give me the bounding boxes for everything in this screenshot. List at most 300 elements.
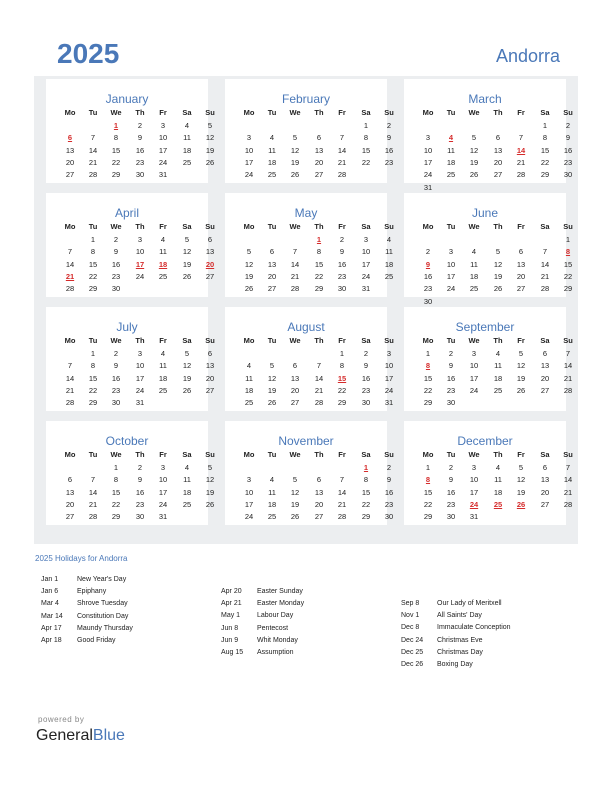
calendar-date: 16	[337, 259, 347, 269]
calendar-date: 10	[244, 487, 254, 497]
calendar-date: 21	[563, 373, 573, 383]
calendar-date: 20	[540, 487, 550, 497]
weekday-header: Th	[314, 222, 324, 231]
calendar-date: 3	[137, 349, 143, 358]
calendar-date: 29	[423, 398, 433, 408]
holiday-name: Christmas Day	[437, 648, 483, 656]
weekday-header: Th	[135, 336, 145, 345]
calendar-date: 2	[363, 349, 369, 358]
holiday-date-label: Apr 18	[41, 637, 62, 644]
month-name: December	[457, 434, 513, 448]
weekday-header: Fr	[338, 336, 346, 345]
holiday-name: Assumption	[257, 649, 294, 656]
weekday-header: Fr	[517, 108, 525, 117]
holiday-date-label: Mar 4	[41, 600, 59, 608]
calendar-date: 5	[207, 463, 213, 472]
calendar-date: 9	[363, 361, 369, 371]
holiday-name: Easter Monday	[257, 600, 305, 608]
calendar-date: 10	[384, 361, 394, 371]
holiday-date-label: Nov 1	[401, 612, 420, 620]
calendar-date: 8	[90, 247, 96, 257]
calendar-date: 13	[205, 247, 215, 257]
weekday-header: Tu	[267, 108, 277, 117]
holiday-date-label: Sep 8	[401, 600, 420, 607]
weekday-header: Su	[384, 222, 394, 231]
calendar-date: 16	[111, 259, 121, 269]
calendar-date: 8	[113, 133, 119, 143]
calendar-date: 28	[290, 284, 300, 294]
calendar-date: 30	[563, 170, 573, 180]
calendar-date: 12	[244, 259, 254, 269]
calendar-date: 28	[314, 398, 324, 408]
weekday-header: We	[468, 336, 480, 345]
calendar-date: 28	[563, 385, 573, 395]
calendar-date: 19	[182, 373, 192, 383]
calendar-date: 23	[446, 499, 456, 509]
holiday-date: 17	[135, 259, 145, 269]
calendar-date: 14	[88, 487, 98, 497]
month-february	[225, 79, 394, 183]
calendar-date: 23	[135, 157, 145, 167]
calendar-date: 20	[314, 499, 324, 509]
calendar-date: 17	[135, 373, 145, 383]
weekday-header: Sa	[182, 450, 192, 459]
calendar-date: 13	[314, 145, 324, 155]
weekday-header: Th	[314, 450, 324, 459]
weekday-header: Sa	[361, 336, 371, 345]
calendar-date: 15	[540, 145, 550, 155]
month-october	[46, 421, 215, 525]
calendar-date: 11	[268, 487, 276, 497]
calendar-date: 22	[361, 499, 371, 509]
holiday-entry	[221, 624, 288, 633]
weekday-header: Tu	[88, 222, 98, 231]
calendar-date: 27	[493, 170, 503, 180]
calendar-date: 22	[337, 385, 347, 395]
month-december	[404, 421, 573, 525]
calendar-date: 5	[207, 121, 213, 130]
weekday-header: Sa	[182, 222, 192, 231]
holiday-date-label: Apr 17	[41, 624, 62, 632]
calendar-date: 11	[385, 247, 393, 257]
calendar-date: 7	[565, 463, 571, 472]
calendar-date: 23	[446, 385, 456, 395]
calendar-date: 22	[423, 499, 433, 509]
calendar-date: 11	[268, 145, 276, 155]
month-name: February	[281, 92, 331, 106]
calendar-date: 19	[290, 499, 300, 509]
holiday-entry	[41, 636, 116, 645]
weekday-header: We	[110, 450, 122, 459]
holidays-title: 2025 Holidays for Andorra	[35, 554, 128, 563]
calendar-date: 1	[425, 463, 431, 472]
weekday-header: Fr	[517, 336, 525, 345]
holiday-date: 1	[113, 121, 119, 130]
calendar-date: 28	[563, 499, 573, 509]
calendar-date: 1	[90, 235, 96, 244]
calendar-date: 17	[244, 499, 254, 509]
calendar-date: 5	[518, 463, 524, 472]
weekday-header: Sa	[182, 336, 192, 345]
calendar-date: 5	[292, 475, 298, 485]
weekday-header: Sa	[540, 222, 550, 231]
weekday-header: Fr	[338, 108, 346, 117]
calendar-date: 20	[516, 271, 526, 281]
holiday-date-label: Jun 8	[221, 624, 239, 632]
weekday-header: Tu	[446, 450, 456, 459]
calendar-date: 14	[65, 259, 75, 269]
calendar-date: 23	[563, 157, 573, 167]
weekday-header: Fr	[338, 222, 346, 231]
holiday-name: Labour Day	[257, 612, 294, 620]
calendar-date: 30	[135, 170, 145, 180]
calendar-date: 4	[495, 463, 501, 472]
calendar-date: 10	[158, 475, 168, 485]
holiday-date-label: Dec 8	[401, 624, 420, 632]
brand-part-blue: Blue	[92, 727, 125, 744]
calendar-date: 29	[111, 170, 121, 180]
calendar-date: 27	[205, 385, 215, 395]
calendar-date: 12	[516, 361, 526, 371]
month-name: October	[105, 434, 149, 448]
calendar-date: 24	[135, 385, 145, 395]
calendar-date: 18	[182, 487, 192, 497]
calendar-date: 19	[516, 487, 526, 497]
calendar-date: 22	[361, 157, 371, 167]
calendar-date: 13	[65, 145, 75, 155]
calendar-date: 25	[493, 385, 503, 395]
calendar-date: 2	[386, 121, 392, 130]
calendar-date: 25	[469, 284, 479, 294]
weekday-header: Fr	[159, 450, 167, 459]
month-january	[46, 79, 215, 183]
calendar-date: 22	[540, 157, 550, 167]
calendar-date: 11	[494, 475, 502, 485]
holiday-entry	[401, 660, 473, 669]
month-august	[225, 307, 394, 411]
weekday-header: Th	[493, 450, 503, 459]
month-name: July	[116, 320, 138, 334]
month-name: March	[468, 92, 502, 106]
holiday-name: Easter Sunday	[257, 588, 303, 595]
calendar-date: 5	[269, 361, 275, 371]
calendar-date: 13	[267, 259, 277, 269]
calendar-date: 14	[563, 475, 573, 485]
holiday-date: 26	[516, 499, 526, 509]
weekday-header: Mo	[422, 450, 434, 459]
calendar-date: 18	[267, 499, 277, 509]
weekday-header: We	[468, 108, 480, 117]
weekday-header: Tu	[88, 450, 98, 459]
month-name: April	[114, 206, 139, 220]
calendar-date: 9	[565, 133, 571, 143]
calendar-date: 19	[493, 271, 503, 281]
weekday-header: Tu	[88, 336, 98, 345]
holiday-entry	[41, 587, 106, 596]
calendar-date: 12	[205, 133, 215, 143]
weekday-header: Sa	[361, 108, 371, 117]
calendar-date: 22	[88, 385, 98, 395]
calendar-date: 19	[290, 157, 300, 167]
calendar-date: 30	[423, 296, 433, 306]
calendar-date: 26	[205, 157, 215, 167]
calendar-date: 24	[446, 284, 456, 294]
calendar-date: 20	[493, 157, 503, 167]
calendar-date: 15	[88, 259, 98, 269]
calendar-date: 17	[244, 157, 254, 167]
calendar-date: 19	[516, 373, 526, 383]
calendar-date: 30	[111, 284, 121, 294]
calendar-date: 18	[493, 487, 503, 497]
calendar-date: 4	[246, 361, 252, 371]
holiday-name: Immaculate Conception	[437, 624, 511, 632]
weekday-header: Tu	[446, 222, 456, 231]
calendar-date: 6	[542, 349, 548, 358]
calendar-date: 18	[158, 373, 168, 383]
calendar-date: 8	[316, 247, 322, 257]
calendar-date: 24	[361, 271, 371, 281]
weekday-header: Tu	[267, 450, 277, 459]
brand-logo	[36, 727, 125, 745]
weekday-header: Sa	[361, 450, 371, 459]
holiday-entry	[221, 599, 304, 608]
calendar-date: 25	[384, 271, 394, 281]
calendar-date: 25	[244, 398, 254, 408]
weekday-header: Th	[135, 450, 145, 459]
calendar-date: 10	[361, 247, 371, 257]
holiday-name: Good Friday	[77, 637, 116, 644]
calendar-date: 2	[448, 349, 454, 358]
calendar-date: 12	[205, 475, 215, 485]
calendar-date: 23	[111, 271, 121, 281]
holiday-entry	[401, 636, 483, 645]
calendar-date: 23	[384, 157, 394, 167]
calendar-date: 2	[113, 235, 119, 244]
powered-by-text: powered by	[38, 715, 85, 724]
calendar-date: 13	[540, 361, 550, 371]
calendar-date: 21	[337, 499, 347, 509]
month-july	[46, 307, 215, 411]
weekday-header: Su	[563, 108, 573, 117]
calendar-date: 5	[184, 235, 190, 244]
calendar-date: 18	[267, 157, 277, 167]
calendar-date: 12	[469, 145, 479, 155]
calendar-date: 17	[469, 373, 479, 383]
calendar-date: 12	[493, 259, 503, 269]
calendar-date: 16	[135, 487, 145, 497]
calendar-date: 22	[563, 271, 573, 281]
calendar-date: 7	[316, 361, 322, 371]
calendar-date: 13	[516, 259, 526, 269]
calendar-grid	[34, 76, 578, 544]
calendar-date: 27	[540, 499, 550, 509]
calendar-date: 14	[65, 373, 75, 383]
holiday-entry	[221, 636, 298, 645]
weekday-header: Tu	[267, 222, 277, 231]
holiday-date-label: Jan 6	[41, 588, 59, 596]
calendar-date: 2	[339, 235, 345, 244]
calendar-date: 10	[135, 361, 145, 371]
calendar-date: 11	[159, 247, 167, 257]
holiday-date-label: May 1	[221, 612, 241, 620]
calendar-date: 21	[88, 157, 98, 167]
calendar-date: 28	[540, 284, 550, 294]
calendar-date: 19	[205, 145, 215, 155]
calendar-date: 12	[290, 487, 300, 497]
calendar-date: 3	[471, 463, 477, 472]
calendar-date: 13	[65, 487, 75, 497]
weekday-header: Th	[135, 108, 145, 117]
calendar-date: 20	[290, 385, 300, 395]
calendar-date: 19	[182, 259, 192, 269]
calendar-date: 25	[267, 512, 277, 522]
calendar-date: 8	[363, 133, 369, 143]
calendar-date: 7	[67, 247, 73, 257]
calendar-date: 16	[446, 487, 456, 497]
calendar-date: 15	[361, 487, 371, 497]
holiday-date: 1	[363, 463, 369, 472]
calendar-date: 31	[158, 170, 168, 180]
weekday-header: Th	[493, 108, 503, 117]
calendar-date: 5	[246, 247, 252, 257]
calendar-date: 6	[269, 247, 275, 257]
holiday-name: Maundy Thursday	[77, 624, 133, 632]
calendar-date: 9	[448, 361, 454, 371]
calendar-date: 21	[516, 157, 526, 167]
calendar-date: 4	[184, 463, 190, 472]
calendar-date: 28	[516, 170, 526, 180]
calendar-date: 11	[159, 361, 167, 371]
calendar-date: 14	[337, 487, 347, 497]
calendar-date: 8	[339, 361, 345, 371]
calendar-date: 15	[563, 259, 573, 269]
holiday-date-label: Jun 9	[221, 636, 239, 644]
weekday-header: Mo	[243, 450, 255, 459]
calendar-date: 29	[111, 512, 121, 522]
calendar-date: 25	[446, 170, 456, 180]
calendar-date: 22	[111, 499, 121, 509]
weekday-header: Fr	[159, 108, 167, 117]
calendar-date: 7	[292, 247, 298, 257]
calendar-date: 15	[111, 487, 121, 497]
calendar-date: 6	[542, 463, 548, 472]
calendar-date: 4	[160, 235, 166, 244]
calendar-date: 7	[565, 349, 571, 358]
calendar-date: 24	[244, 512, 254, 522]
holiday-date: 14	[516, 145, 526, 155]
calendar-date: 28	[65, 284, 75, 294]
holiday-date-label: Dec 26	[401, 661, 424, 668]
calendar-date: 13	[290, 373, 300, 383]
holiday-date-label: Apr 21	[221, 600, 242, 608]
holiday-name: Epiphany	[77, 588, 107, 596]
calendar-date: 6	[67, 475, 73, 485]
calendar-date: 30	[135, 512, 145, 522]
calendar-date: 3	[160, 463, 166, 472]
holiday-name: Pentecost	[257, 624, 289, 632]
calendar-date: 1	[90, 349, 96, 358]
calendar-date: 5	[292, 133, 298, 143]
holiday-date: 9	[425, 259, 431, 269]
calendar-date: 18	[446, 157, 456, 167]
calendar-date: 28	[88, 170, 98, 180]
calendar-date: 5	[184, 349, 190, 358]
calendar-date: 25	[158, 385, 168, 395]
calendar-date: 1	[542, 121, 548, 130]
calendar-date: 14	[563, 361, 573, 371]
calendar-date: 13	[314, 487, 324, 497]
weekday-header: Tu	[446, 336, 456, 345]
calendar-date: 2	[113, 349, 119, 358]
calendar-date: 24	[384, 385, 394, 395]
holiday-entry	[401, 599, 502, 608]
calendar-date: 26	[290, 170, 300, 180]
holiday-date-label: Jan 1	[41, 576, 59, 583]
calendar-date: 13	[540, 475, 550, 485]
calendar-date: 8	[113, 475, 119, 485]
calendar-date: 9	[448, 475, 454, 485]
weekday-header: Mo	[64, 222, 76, 231]
month-november	[225, 421, 394, 525]
month-name: May	[294, 206, 318, 220]
calendar-date: 30	[446, 398, 456, 408]
weekday-header: We	[289, 108, 301, 117]
weekday-header: Su	[384, 108, 394, 117]
month-name: January	[105, 92, 149, 106]
weekday-header: We	[468, 222, 480, 231]
holiday-name: Our Lady of Meritxell	[437, 600, 502, 607]
calendar-date: 16	[384, 487, 394, 497]
calendar-date: 28	[337, 512, 347, 522]
calendar-date: 27	[314, 512, 324, 522]
calendar-date: 22	[88, 271, 98, 281]
calendar-date: 12	[267, 373, 277, 383]
weekday-header: Th	[314, 108, 324, 117]
calendar-date: 26	[205, 499, 215, 509]
calendar-date: 31	[135, 398, 145, 408]
calendar-date: 4	[269, 133, 275, 143]
calendar-date: 4	[386, 235, 392, 244]
calendar-date: 20	[267, 271, 277, 281]
holiday-date: 4	[448, 133, 454, 143]
calendar-date: 27	[314, 170, 324, 180]
weekday-header: Mo	[243, 336, 255, 345]
holiday-entry	[41, 624, 133, 633]
calendar-date: 17	[361, 259, 371, 269]
calendar-date: 31	[384, 398, 394, 408]
holiday-entry	[41, 599, 128, 608]
weekday-header: Sa	[182, 108, 192, 117]
calendar-date: 21	[563, 487, 573, 497]
weekday-header: Mo	[243, 108, 255, 117]
calendar-date: 5	[495, 247, 501, 257]
holiday-name: Shrove Tuesday	[77, 600, 128, 608]
holiday-date: 8	[425, 475, 431, 485]
calendar-date: 20	[540, 373, 550, 383]
calendar-date: 2	[386, 463, 392, 472]
calendar-date: 14	[540, 259, 550, 269]
calendar-date: 21	[290, 271, 300, 281]
calendar-date: 13	[493, 145, 503, 155]
calendar-date: 23	[384, 499, 394, 509]
calendar-date: 4	[269, 475, 275, 485]
calendar-date: 7	[90, 475, 96, 485]
calendar-date: 2	[448, 463, 454, 472]
calendar-date: 20	[205, 373, 215, 383]
calendar-date: 11	[494, 361, 502, 371]
weekday-header: Su	[205, 450, 215, 459]
calendar-date: 26	[244, 284, 254, 294]
